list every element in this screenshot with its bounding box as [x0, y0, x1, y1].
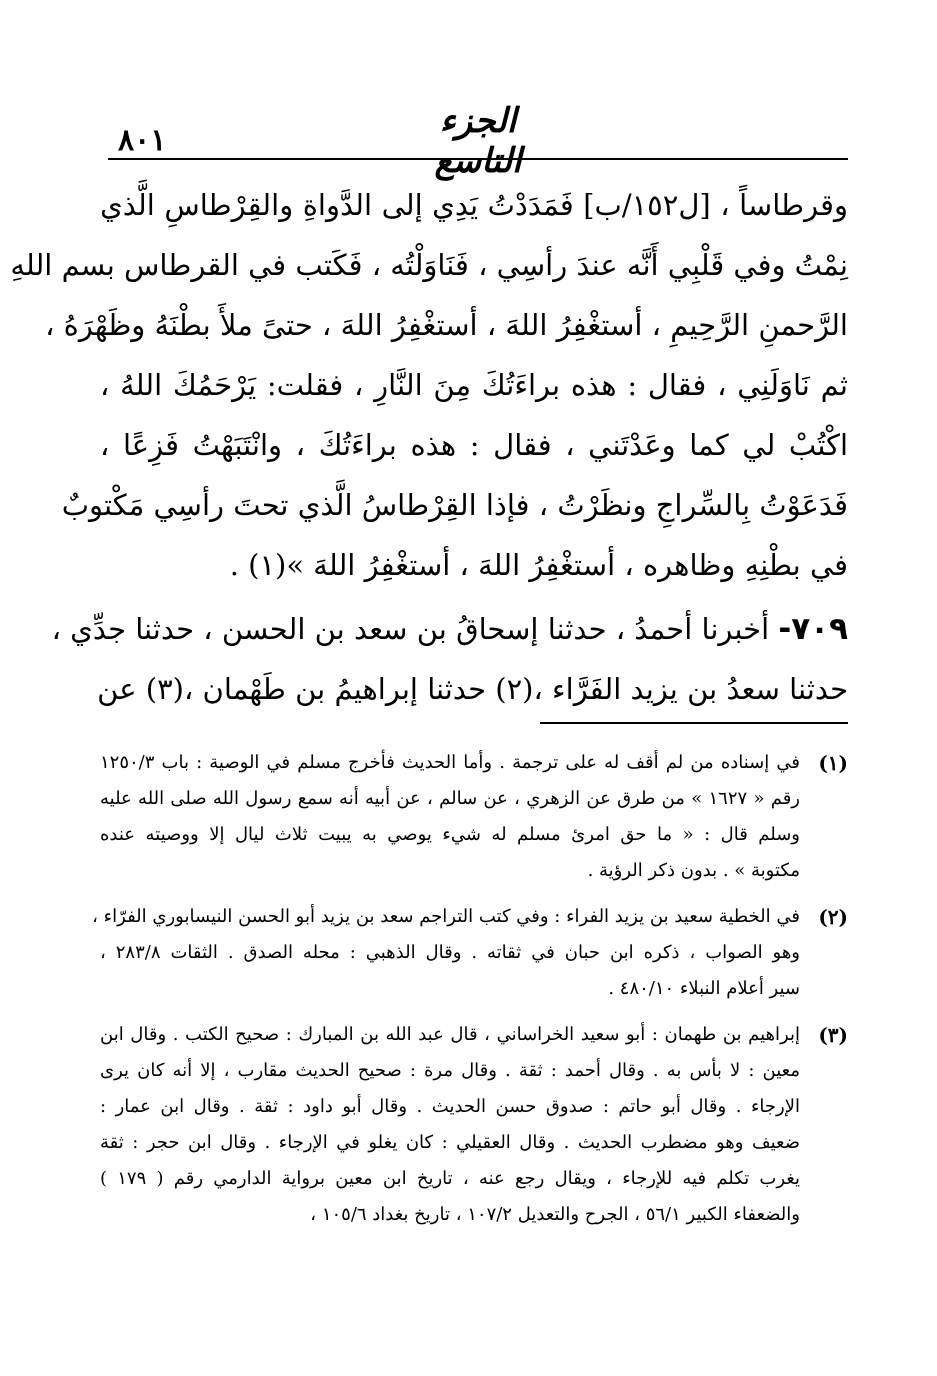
body-line: ثم نَاوَلَنِي ، فقال : هذه براءَتُكَ مِنَ النَّارِ ، فقلت: يَرْحَمُكَ اللهُ ، — [100, 368, 848, 402]
footnote-separator — [540, 722, 848, 724]
body-line: الرَّحمنِ الرَّحِيمِ ، أستغْفِرُ اللهَ ، أستغْفِرُ اللهَ ، حتىً ملأَ بطْنَهُ وظَهْرَهُ ، — [45, 308, 848, 342]
footnote-marker: (١) — [818, 751, 848, 775]
body-line: اكْتُبْ لي كما وعَدْتَني ، فقال : هذه براءَتُكَ ، وانْتَبَهْتُ فَزِعًا ، — [100, 428, 848, 462]
page-number: ٨٠١ — [118, 123, 167, 158]
footnote-line: مكتوبة » . بدون ذكر الرؤية . — [587, 860, 800, 881]
hadith-first-line — [51, 599, 848, 659]
main-text — [10, 175, 848, 719]
footnote-marker: (٢) — [818, 905, 848, 929]
footnote-line: معين : لا بأس به . وقال أحمد : ثقة . وقال مرة : صحيح الحديث مقارب ، إلا أنه كان يرى — [100, 1060, 800, 1081]
hadith-number: ٧٠٩- — [778, 611, 848, 647]
footnote-line: يغرب تكلم فيه للإرجاء ، ويقال رجع عنه ، تاريخ ابن معين برواية الدارمي رقم ( ١٧٩ ) — [100, 1168, 800, 1189]
footnote-marker: (٣) — [818, 1023, 848, 1047]
footnotes — [92, 745, 848, 1243]
running-head: الجزء التاسع — [434, 101, 522, 181]
page-header — [108, 95, 848, 181]
footnote-line: رقم « ١٦٢٧ » من طرق عن الزهري ، عن سالم ، عن أبيه أنه سمع رسول الله صلى الله عليه — [100, 788, 800, 809]
footnote-1 — [100, 745, 848, 889]
header-rule — [108, 158, 848, 160]
footnote-line: سير أعلام النبلاء ٤٨٠/١٠ . — [608, 978, 800, 999]
footnote-2 — [92, 899, 848, 1007]
footnote-line: في إسناده من لم أقف له على ترجمة . وأما الحديث فأخرج مسلم في الوصية : باب ١٢٥٠/٣ — [100, 752, 800, 773]
body-line: فَدَعَوْتُ بِالسِّراجِ ونظَرْتُ ، فإذا القِرْطاسُ الَّذي تحتَ رأسِي مَكْتوبٌ — [61, 488, 848, 522]
footnote-line: الإرجاء . وقال أبو حاتم : صدوق حسن الحديث . وقال أبو داود : ثقة . وقال ابن عمار : — [100, 1096, 800, 1117]
footnote-line: في الخطية سعيد بن يزيد الفراء : وفي كتب التراجم سعد بن يزيد أبو الحسن النيسابوري الفرّاء ، — [92, 906, 800, 927]
footnote-line: ضعيف وهو مضطرب الحديث . وقال العقيلي : كان يغلو في الإرجاء . وقال ابن حجر : ثقة — [100, 1132, 800, 1153]
body-line: وقرطاساً ، [ل١٥٢/ب] فَمَدَدْتُ يَدِي إلى الدَّواةِ والقِرْطاسِ الَّذي — [100, 188, 848, 222]
footnote-line: وهو الصواب ، ذكره ابن حبان في ثقاته . وقال الذهبي : محله الصدق . الثقات ٢٨٣/٨ ، — [100, 942, 800, 963]
body-line: نِمْتُ وفي قَلْبِي أَنَّه عندَ رأسِي ، فَنَاوَلْتُه ، فَكَتب في القرطاس بسم اللهِ — [10, 248, 848, 282]
footnote-line: والضعفاء الكبير ٥٦/١ ، الجرح والتعديل ١٠٧/٢ ، تاريخ بغداد ١٠٥/٦ ، — [310, 1204, 800, 1225]
footnote-line: إبراهيم بن طهمان : أبو سعيد الخراساني ، قال عبد الله بن المبارك : صحيح الكتب . وقال ابن — [100, 1024, 800, 1045]
footnote-line: وسلم قال : « ما حق امرئ مسلم له شيء يوصي به يبيت ثلاث ليال إلا ووصيته عنده — [100, 824, 800, 845]
hadith-text: أخبرنا أحمدُ ، حدثنا إسحاقُ بن سعد بن الحسن ، حدثنا جدِّي ، — [51, 612, 770, 646]
body-line: في بطْنِهِ وظاهره ، أستغْفِرُ اللهَ ، أستغْفِرُ اللهَ »(١) . — [229, 548, 848, 582]
body-line: حدثنا سعدُ بن يزيد الفَرَّاء ،(٢) حدثنا إبراهيمُ بن طَهْمان ،(٣) عن — [97, 672, 848, 706]
footnote-3 — [100, 1017, 848, 1233]
